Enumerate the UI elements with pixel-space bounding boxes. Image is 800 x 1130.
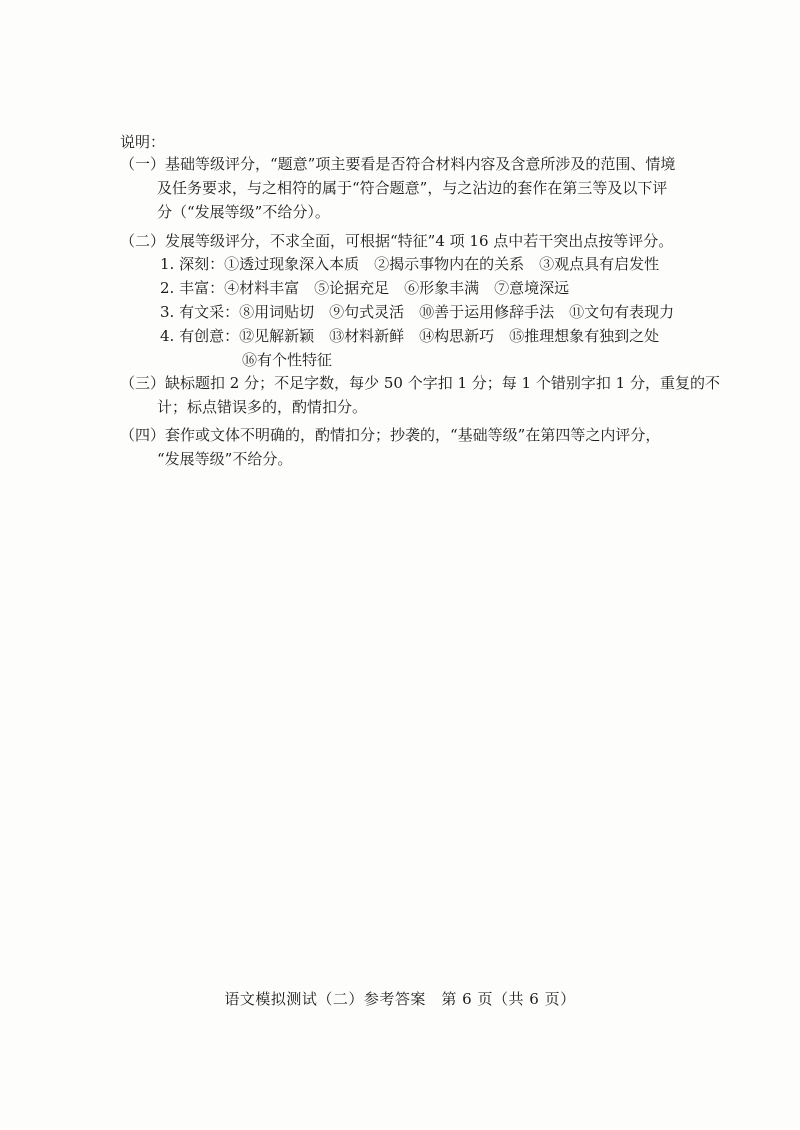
note-line: （二）发展等级评分，不求全面，可根据“特征”4 项 16 点中若干突出点按等评分。 <box>120 232 674 250</box>
feature-rich: 2. 丰富：④材料丰富 ⑤论据充足 ⑥形象丰满 ⑦意境深远 <box>160 279 570 297</box>
note-line: 及任务要求，与之相符的属于“符合题意”，与之沾边的套作在第三等及以下评 <box>157 179 668 197</box>
note-item-2 <box>120 229 700 253</box>
note-line: （一）基础等级评分，“题意”项主要看是否符合材料内容及含意所涉及的范围、情境 <box>120 155 676 173</box>
note-line: （三）缺标题扣 2 分；不足字数，每少 50 个字扣 1 分；每 1 个错别字扣 1 分，重复的不 <box>120 374 720 392</box>
note-line: （四）套作或文体不明确的，酌情扣分；抄袭的，“基础等级”在第四等之内评分， <box>120 426 661 444</box>
notes-heading: 说明： <box>120 133 166 151</box>
feature-creative: 4. 有创意：⑫见解新颖 ⑬材料新鲜 ⑭构思新巧 ⑮推理想象有独到之处 <box>160 327 660 345</box>
note-line: 分（“发展等级”不给分）。 <box>157 203 330 221</box>
feature-creative-cont: ⑯有个性特征 <box>242 351 333 369</box>
note-line: 计；标点错误多的，酌情扣分。 <box>157 398 368 416</box>
feature-literary: 3. 有文采：⑧用词贴切 ⑨句式灵活 ⑩善于运用修辞手法 ⑪文句有表现力 <box>160 303 675 321</box>
note-item-3 <box>120 371 720 419</box>
note-line: “发展等级”不给分。 <box>157 450 293 468</box>
page-footer: 语文模拟测试（二）参考答案 第 6 页（共 6 页） <box>224 990 576 1008</box>
feature-deep: 1. 深刻：①透过现象深入本质 ②揭示事物内在的关系 ③观点具有启发性 <box>160 255 660 273</box>
note-item-4 <box>120 423 700 471</box>
note-item-1 <box>120 152 700 224</box>
